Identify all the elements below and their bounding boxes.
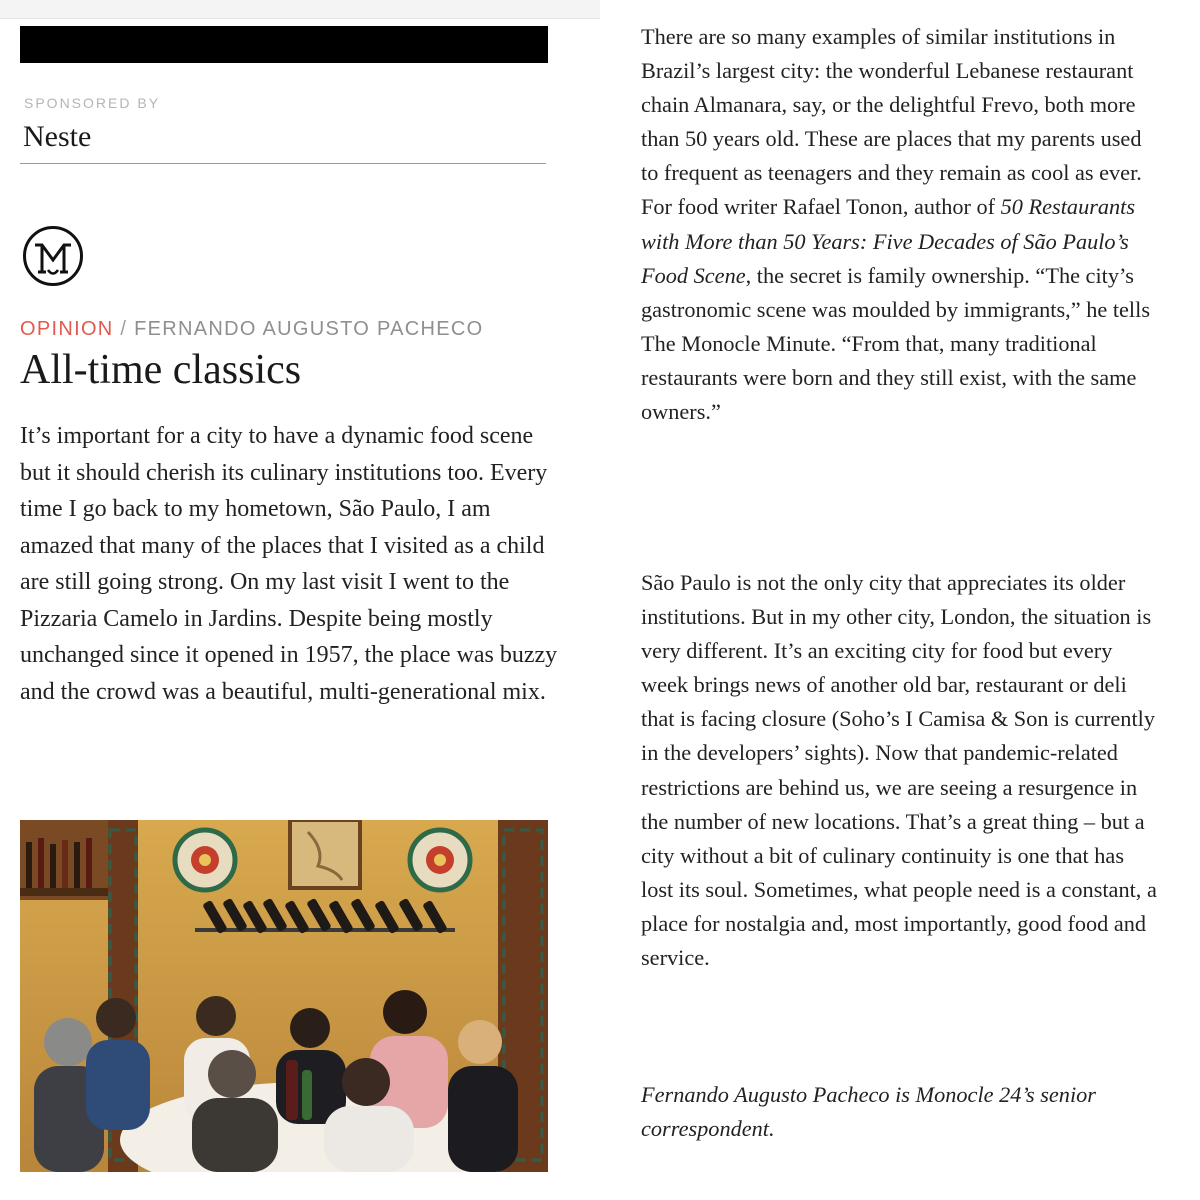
author-bio: Fernando Augusto Pacheco is Monocle 24’s senior correspondent. bbox=[641, 1082, 1096, 1142]
sponsor-divider bbox=[20, 163, 546, 164]
kicker-separator: / bbox=[113, 318, 135, 340]
article-intro: It’s important for a city to have a dynamic food scene but it should cherish its culinary institutions too. Every time I go back to my hometown, São Paulo, I am amazed that many of the places that I visited as a child are still going strong. On my last visit I went to the Pizzaria Camelo in Jardins. Despite being mostly unchanged since it opened in 1957, the place was buzzy and the crowd was a beautiful, multi-generational mix. bbox=[20, 423, 558, 705]
right-column bbox=[600, 0, 1200, 1200]
article-paragraph-3: São Paulo is not the only city that appreciates its older institutions. But in my other city, London, the situation is very different. It’s an exciting city for food but every week brings news of another old bar, restaurant or deli that is facing closure (Soho’s I Camisa & Son is currently in the developers’ sights). Now that pandemic-related restrictions are behind us, we are seeing a resurgence in the number of new locations. That’s a great thing – but a city without a bit of culinary continuity is one that has lost its soul. Sometimes, what people need is a constant, a place for nostalgia and, most importantly, good food and service. bbox=[641, 570, 1157, 971]
section-link[interactable]: OPINION bbox=[20, 318, 114, 340]
sponsor-name[interactable]: Neste bbox=[23, 120, 92, 153]
article-paragraph-2 bbox=[641, 20, 1161, 429]
author-link[interactable]: FERNANDO AUGUSTO PACHECO bbox=[134, 318, 484, 340]
browser-top-strip bbox=[0, 0, 600, 19]
paragraph-2-part-2: , the secret is family ownership. “The city’s gastronomic scene was moulded by immigrants,” he tells The Monocle Minute. “From that, many traditional restaurants were born and they still exist, with the same owners.” bbox=[641, 262, 1150, 425]
sponsored-label: SPONSORED BY bbox=[24, 95, 161, 111]
restaurant-photo bbox=[20, 820, 548, 1172]
article-kicker bbox=[20, 318, 484, 341]
article-headline: All-time classics bbox=[20, 347, 302, 393]
monocle-m-logo-icon[interactable] bbox=[22, 225, 84, 287]
paragraph-2-part-1: There are so many examples of similar institutions in Brazil’s largest city: the wonderful Lebanese restaurant chain Almanara, say, or the delightful Frevo, both more than 50 years old. These are places that my parents used to frequent as teenagers and they remain as cool as ever. For food writer Rafael Tonon, author of bbox=[641, 24, 1142, 220]
book-title: 50 Restaurants with More than 50 Years: Five Decades of São Paulo’s Food Scene bbox=[641, 194, 1136, 288]
ad-banner[interactable] bbox=[20, 26, 548, 63]
